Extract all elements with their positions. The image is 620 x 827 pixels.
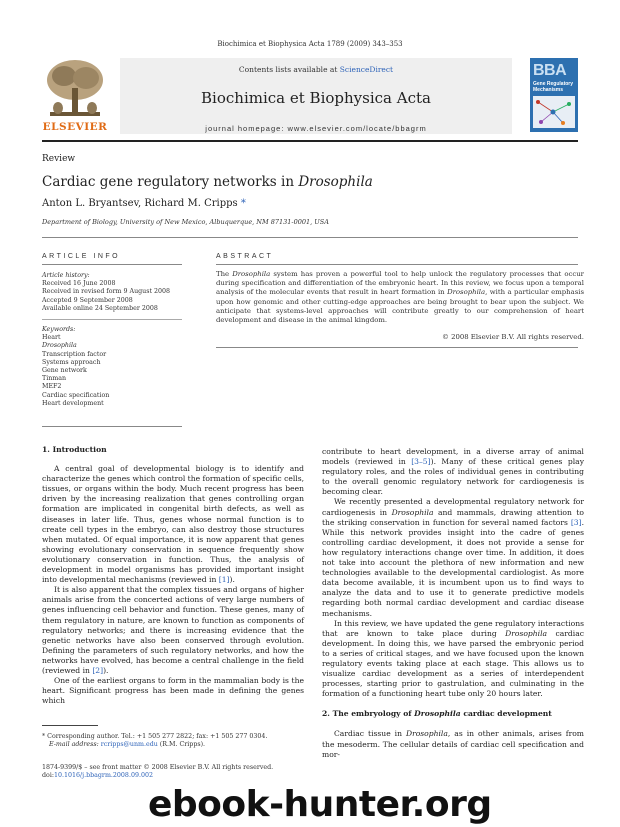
paragraph-text: , as in other animals, arises from the mesoderm. The cellular details of cardiac cell specification and mor- xyxy=(322,729,584,759)
paragraph-text: contribute to heart development, in a diverse array of animal models (reviewed in xyxy=(322,447,584,467)
email-label: E-mail address: xyxy=(49,741,101,748)
paragraph-text: Cardiac tissue in xyxy=(334,729,406,739)
footnote-mark: * xyxy=(42,733,46,740)
info-divider xyxy=(42,319,182,320)
paragraph-text: cardiac development. In doing this, we have parsed the embryonic period to a series of critical stages, and we have focused upon the known regulatory events taking place at each stage. This allows us to visualize cardiac development as a series of interdependent processes, starting prior to gastrulation, and culminating in the formation of a functioning heart tube only 20 hours later. xyxy=(322,628,584,699)
sciencedirect-link[interactable]: ScienceDirect xyxy=(339,65,394,74)
footnote-line xyxy=(42,733,304,741)
cover-subtitle: Gene Regulatory Mechanisms xyxy=(533,81,574,93)
journal-homepage[interactable]: journal homepage: www.elsevier.com/locate/bbagrm xyxy=(205,124,427,133)
paragraph xyxy=(322,729,584,759)
doi-line xyxy=(42,772,304,780)
journal-reference: Biochimica et Biophysica Acta 1789 (2009) 343–353 xyxy=(217,40,403,48)
reference-link[interactable]: [3–5] xyxy=(411,457,431,467)
abstract-text: The Drosophila system has proven a powerful tool to help unlock the regulatory processes that occur during specification and differentiation of the embryonic heart. In this review, we focus upon a temporal analysis of the molecular events that result in heart formation in Drosophila, with a particular emphasis upon how genomic and other cutting-edge approaches are being brought to bear upon the subject. We anticipate that systems-level approaches will contribute greatly to our comprehension of heart development and disease in the animal kingdom. xyxy=(216,270,584,325)
cover-abbreviation: BBA xyxy=(533,62,567,79)
paragraph-text: . While this network provides insight into the cadre of genes controlling cardiac development, it does not provide a sense for how regulatory interactions change over time. In addition, it does not take into account the plethora of new information and new technologies available to the developmental cardiologist. As more data become available, it is incumbent upon us to find ways to analyze the data and to use it to generate predictive models regarding both normal cardiac development and cardiac disease mechanisms. xyxy=(322,517,584,618)
history-item: Received 16 June 2008 xyxy=(42,280,116,288)
keyword: Heart development xyxy=(42,399,104,407)
species-name: Drosophila xyxy=(414,709,461,719)
footnote-text: (R.M. Cripps). xyxy=(157,741,206,748)
heading-text: 2. The embryology of xyxy=(322,709,415,719)
body-left-column xyxy=(42,445,304,706)
footnote-rule xyxy=(42,725,98,726)
authors-text: Anton L. Bryantsev, Richard M. Cripps xyxy=(42,198,241,209)
section-heading xyxy=(322,709,584,719)
abstract-rule xyxy=(216,264,578,265)
info-bottom-rule xyxy=(42,426,182,427)
journal-title: Biochimica et Biophysica Acta xyxy=(201,89,431,107)
keyword: Heart xyxy=(42,334,61,342)
contents-line xyxy=(120,65,512,74)
paragraph xyxy=(322,447,584,497)
footnote-text: Corresponding author. Tel.: +1 505 277 2822; fax: +1 505 277 0304. xyxy=(45,733,268,740)
paragraph-text: It is also apparent that the complex tissues and organs of higher animals arise from the concerted actions of very large numbers of genes influencing cell behavior and function. These genes, many of them regulatory in nature, are known to function as components of regulatory networks; and there is increasing evidence that the genetic networks have also been conserved through evolution. Defining the parameters of such regulatory networks, and how the networks have evolved, has become a central challenge in the field (reviewed in xyxy=(42,585,304,675)
species-name: Drosophila xyxy=(405,729,448,739)
reference-link[interactable]: [2] xyxy=(92,665,104,675)
paragraph: One of the earliest organs to form in the mammalian body is the heart. Significant progress has been made in defining the genes which xyxy=(42,676,304,706)
history-item: Received in revised form 9 August 2008 xyxy=(42,288,171,296)
history-item: Available online 24 September 2008 xyxy=(42,304,158,312)
article-info xyxy=(42,272,182,408)
paragraph xyxy=(42,585,304,676)
network-graphic-icon xyxy=(533,96,575,128)
keyword: Tinman xyxy=(42,375,67,383)
paragraph-text: In this review, we have updated the gene regulatory interactions that are known to take place during xyxy=(322,618,584,638)
email-link[interactable]: rcripps@unm.edu xyxy=(100,741,158,748)
article-title xyxy=(42,174,373,190)
cover-illustration xyxy=(533,96,575,128)
abstract-heading: ABSTRACT xyxy=(216,253,274,260)
affiliation: Department of Biology, University of New Mexico, Albuquerque, NM 87131-0001, USA xyxy=(42,218,329,226)
history-item: Accepted 9 September 2008 xyxy=(42,296,133,304)
abstract-bottom-rule xyxy=(216,347,578,348)
heading-text: cardiac development xyxy=(460,709,552,719)
corresponding-author-link[interactable]: * xyxy=(240,198,246,209)
paragraph xyxy=(322,619,584,700)
doi-link[interactable]: 10.1016/j.bbagrm.2008.09.002 xyxy=(53,772,153,779)
species-name: Drosophila xyxy=(505,628,548,638)
section-heading: 1. Introduction xyxy=(42,445,107,454)
article-info-rule xyxy=(42,264,182,265)
keyword: Drosophila xyxy=(42,342,77,350)
species-name: Drosophila xyxy=(391,507,434,517)
keyword: Systems approach xyxy=(42,358,101,366)
footnote-line xyxy=(42,741,304,749)
watermark: ebook-hunter.org xyxy=(148,784,492,825)
header-rule xyxy=(42,140,578,142)
author-list xyxy=(42,198,246,209)
paragraph-text: and mammals, drawing attention to the striking conservation in function for several named factors xyxy=(322,507,584,527)
paragraph-text: ). xyxy=(103,665,109,675)
title-rule xyxy=(42,237,578,238)
abstract-copyright: © 2008 Elsevier B.V. All rights reserved. xyxy=(442,333,584,341)
journal-cover xyxy=(530,58,578,132)
keyword: Transcription factor xyxy=(42,350,107,358)
paragraph xyxy=(42,464,304,585)
paragraph xyxy=(322,497,584,618)
keyword: MEF2 xyxy=(42,383,62,391)
paragraph-text: ). xyxy=(229,575,235,585)
paragraph-text: A central goal of developmental biology is to identify and characterize the genes which control the formation of specific cells, tissues, or organs within the body. Much recent progress has been driven by the increasing realization that genes controlling organ formation are implicated in congenital birth defects, as well as diseases in later life. Thus, genes whose normal function is to create cell types in the embryo, can also destroy those structures when mutated. Of equal importance, it is now apparent that genes showing evolutionary conservation in sequence frequently show evolutionary conservation in function. Thus, the analysis of development in model organisms has provided important insight into developmental mechanisms (reviewed in xyxy=(42,464,305,585)
history-label: Article history: xyxy=(42,272,90,279)
article-info-heading: ARTICLE INFO xyxy=(42,253,121,260)
title-main: Cardiac gene regulatory networks in xyxy=(42,174,299,190)
footnote xyxy=(42,733,304,749)
keyword: Gene network xyxy=(42,367,87,375)
keywords-label: Keywords: xyxy=(42,326,76,334)
paragraph-text: ). Many of these critical genes play regulatory roles, and the roles of individual genes in contributing to the overall genomic regulatory network for cardiogenesis is becoming clear. xyxy=(322,457,584,497)
keyword: Cardiac specification xyxy=(42,391,110,399)
body-right-column xyxy=(322,447,584,760)
paragraph-text: We recently presented a developmental regulatory network for cardiogenesis in xyxy=(322,497,584,517)
contents-prefix: Contents lists available at xyxy=(238,65,340,74)
tree-icon xyxy=(42,58,108,120)
issn-line: 1874-9399/$ – see front matter © 2008 Elsevier B.V. All rights reserved. xyxy=(42,764,274,771)
article-identifiers xyxy=(42,764,304,780)
article-type: Review xyxy=(42,154,76,164)
reference-link[interactable]: [3] xyxy=(570,517,582,527)
title-species: Drosophila xyxy=(298,174,373,190)
publisher-logo-text: ELSEVIER xyxy=(42,121,108,133)
reference-link[interactable]: [1] xyxy=(218,575,230,585)
doi-prefix: doi: xyxy=(42,772,54,779)
